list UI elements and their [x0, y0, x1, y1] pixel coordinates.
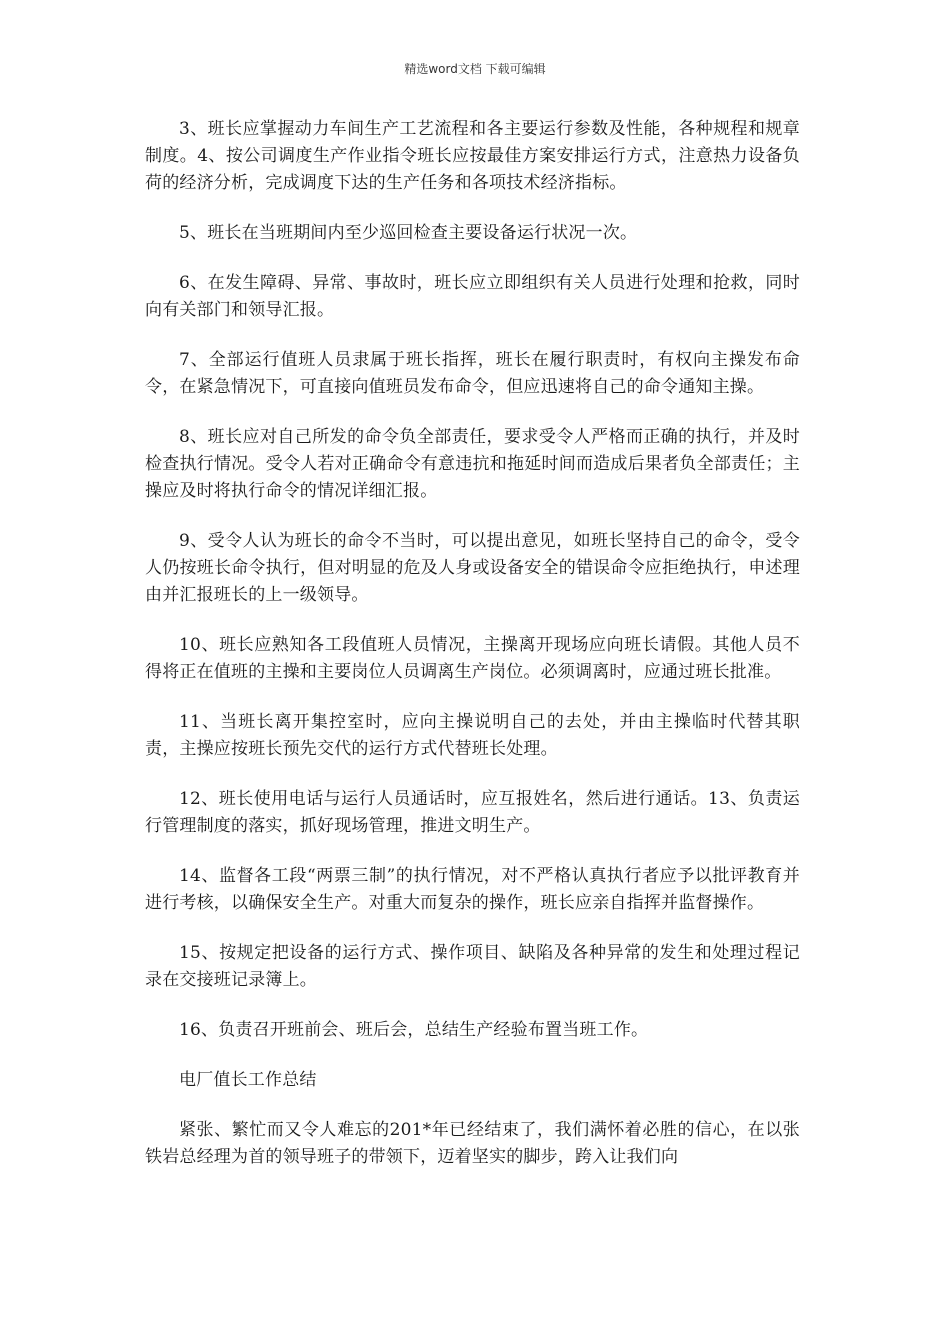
paragraph-item-14: 14、监督各工段“两票三制”的执行情况，对不严格认真执行者应予以批评教育并进行考核，以确保安全生产。对重大而复杂的操作，班长应亲自指挥并监督操作。 [145, 866, 800, 913]
section-heading: 电厂值长工作总结 [179, 1070, 317, 1090]
paragraph-item-11: 11、当班长离开集控室时，应向主操说明自己的去处，并由主操临时代替其职责，主操应按班长预先交代的运行方式代替班长处理。 [145, 712, 800, 759]
paragraph-item-3-4: 3、班长应掌握动力车间生产工艺流程和各主要运行参数及性能，各种规程和规章制度。4、按公司调度生产作业指令班长应按最佳方案安排运行方式，注意热力设备负荷的经济分析，完成调度下达的生产任务和各项技术经济指标。 [145, 119, 800, 193]
paragraph-item-15: 15、按规定把设备的运行方式、操作项目、缺陷及各种异常的发生和处理过程记录在交接班记录簿上。 [145, 943, 800, 990]
paragraph-item-5: 5、班长在当班期间内至少巡回检查主要设备运行状况一次。 [179, 223, 638, 243]
paragraph-item-10: 10、班长应熟知各工段值班人员情况，主操离开现场应向班长请假。其他人员不得将正在值班的主操和主要岗位人员调离生产岗位。必须调离时，应通过班长批准。 [145, 635, 800, 682]
paragraph-item-12-13: 12、班长使用电话与运行人员通话时，应互报姓名，然后进行通话。13、负责运行管理制度的落实，抓好现场管理，推进文明生产。 [145, 789, 800, 836]
summary-paragraph: 紧张、繁忙而又令人难忘的201*年已经结束了，我们满怀着必胜的信心，在以张铁岩总经理为首的领导班子的带领下，迈着坚实的脚步，跨入让我们向 [145, 1120, 800, 1167]
paragraph-item-7: 7、全部运行值班人员隶属于班长指挥，班长在履行职责时，有权向主操发布命令，在紧急情况下，可直接向值班员发布命令，但应迅速将自己的命令通知主操。 [145, 350, 800, 397]
document-body [145, 116, 800, 1194]
paragraph-item-9: 9、受令人认为班长的命令不当时，可以提出意见，如班长坚持自己的命令，受令人仍按班长命令执行，但对明显的危及人身或设备安全的错误命令应拒绝执行，申述理由并汇报班长的上一级领导。 [145, 531, 800, 605]
paragraph-item-8: 8、班长应对自己所发的命令负全部责任，要求受令人严格而正确的执行，并及时检查执行情况。受令人若对正确命令有意违抗和拖延时间而造成后果者负全部责任；主操应及时将执行命令的情况详细汇报。 [145, 427, 800, 501]
page-header: 精选word文档 下载可编辑 [404, 62, 546, 76]
paragraph-item-6: 6、在发生障碍、异常、事故时，班长应立即组织有关人员进行处理和抢救，同时向有关部门和领导汇报。 [145, 273, 800, 320]
paragraph-item-16: 16、负责召开班前会、班后会，总结生产经验布置当班工作。 [179, 1020, 649, 1040]
